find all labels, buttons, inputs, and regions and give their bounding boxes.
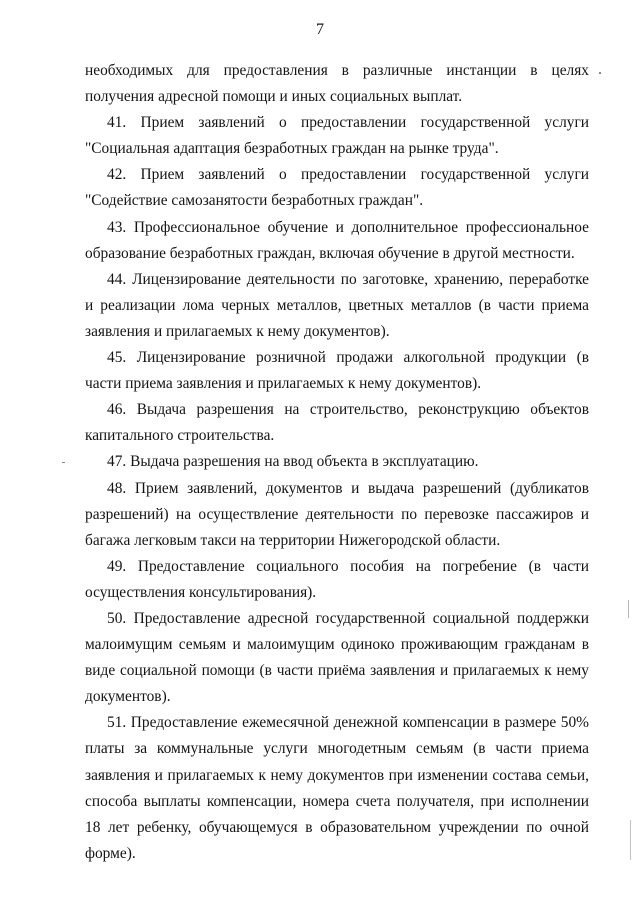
document-body [85, 58, 589, 867]
scan-edge-mark [628, 600, 629, 618]
list-item-42: 42. Прием заявлений о предоставлении государственной услуги "Содействие самозанятости безработных граждан". [85, 166, 589, 210]
list-item-51: 51. Предоставление ежемесячной денежной компенсации в размере 50% платы за коммунальные услуги многодетным семьям (в части приема заявления и прилагаемых к нему документов при изменении состава семьи, способа выплаты компенсации, номера счета получателя, при исполнении 18 лет ребенку, обучающемуся в образовательном учреждении по очной форме). [85, 714, 589, 862]
list-item-46: 46. Выдача разрешения на строительство, реконструкцию объектов капитального строительства. [85, 401, 589, 445]
list-item-47: 47. Выдача разрешения на ввод объекта в эксплуатацию. [107, 453, 479, 471]
paragraph-continuation: необходимых для предоставления в различные инстанции в целях получения адресной помощи и иных социальных выплат. [85, 62, 589, 106]
list-item-50: 50. Предоставление адресной государственной социальной поддержки малоимущим семьям и малоимущим одиноко проживающим гражданам в виде социальной помощи (в части приёма заявления и прилагаемых к нему документов). [85, 609, 589, 706]
list-item-45: 45. Лицензирование розничной продажи алкогольной продукции (в части приема заявления и прилагаемых к нему документов). [85, 349, 589, 393]
list-item-44: 44. Лицензирование деятельности по заготовке, хранению, переработке и реализации лома черных металлов, цветных металлов (в части приема заявления и прилагаемых к нему документов). [85, 270, 589, 340]
scan-speck [62, 462, 65, 463]
list-item-43: 43. Профессиональное обучение и дополнительное профессиональное образование безработных граждан, включая обучение в другой местности. [85, 218, 589, 262]
scan-speck [599, 72, 601, 74]
scan-edge-mark [630, 820, 631, 860]
list-item-41: 41. Прием заявлений о предоставлении государственной услуги "Социальная адаптация безработных граждан на рынке труда". [85, 114, 589, 158]
list-item-48: 48. Прием заявлений, документов и выдача разрешений (дубликатов разрешений) на осуществление деятельности по перевозке пассажиров и багажа легковым такси на территории Нижегородской области. [85, 479, 589, 549]
page-number: 7 [316, 21, 324, 38]
list-item-49: 49. Предоставление социального пособия на погребение (в части осуществления консультирования). [85, 557, 589, 601]
